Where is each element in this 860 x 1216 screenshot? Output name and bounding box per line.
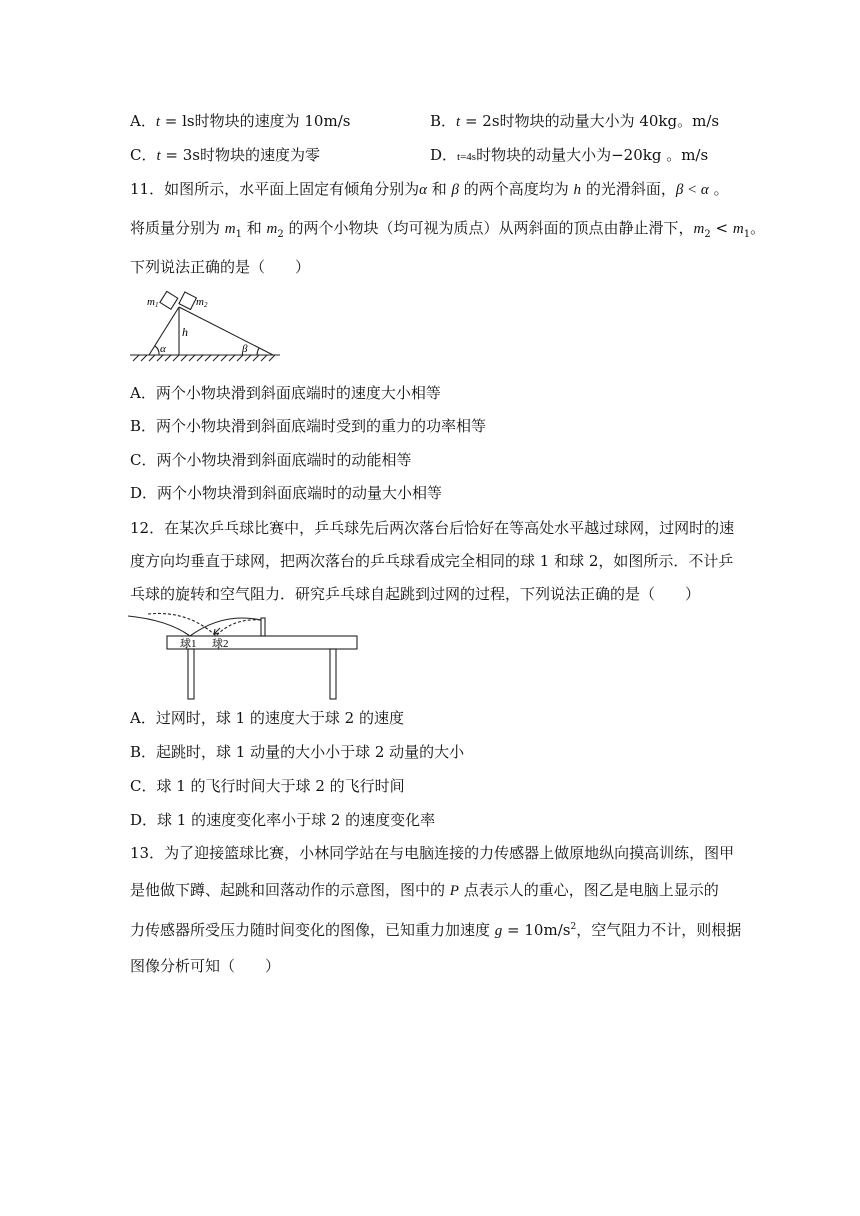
table-leg-right [330, 649, 336, 699]
ball2-trajectory [148, 613, 261, 636]
label-h: h [182, 325, 188, 339]
q13-stem-line-2: 是他做下蹲、起跳和回落动作的示意图，图中的 P 点表示人的重心，图乙是电脑上显示的 [130, 881, 719, 899]
q13-stem-line-3: 力传感器所受压力随时间变化的图像，已知重力加速度 $g = 10m/s^2$，空气阻力不计，则根据 [130, 921, 742, 939]
q10-option-b: B．t = 2s时物块的动量大小为 40kg。m/s [430, 112, 720, 130]
q11-option-c: C．两个小物块滑到斜面底端时的动能相等 [130, 451, 412, 469]
q11-stem-line-1: 11．如图所示，水平面上固定有倾角分别为α 和 β 的两个高度均为 h 的光滑斜面，β < α 。 [130, 180, 729, 198]
label-ball1: 球1 [180, 638, 197, 650]
q12-stem-line-1: 12．在某次乒乓球比赛中，乒乓球先后两次落台后恰好在等高处水平越过球网，过网时的速 [130, 519, 735, 537]
q11-option-d: D．两个小物块滑到斜面底端时的动量大小相等 [130, 484, 443, 502]
q10-option-c: C．t = 3s时物块的速度为零 [130, 146, 321, 164]
label-alpha: α [160, 343, 166, 355]
q12-option-d: D．球 1 的速度变化率小于球 2 的速度变化率 [130, 811, 436, 829]
q12-option-a: A．过网时，球 1 的速度大于球 2 的速度 [130, 709, 404, 727]
q11-stem-line-3: 下列说法正确的是（ ） [130, 258, 311, 276]
q13-stem-line-4: 图像分析可知（ ） [130, 957, 281, 975]
block-m1 [160, 291, 178, 309]
block-m2 [179, 292, 196, 309]
label-m1: m1 [147, 296, 159, 309]
label-m2: m2 [196, 296, 208, 309]
q12-stem-line-3: 乓球的旋转和空气阻力．研究乒乓球自起跳到过网的过程，下列说法正确的是（ ） [130, 585, 701, 603]
q12-option-b: B．起跳时，球 1 动量的大小小于球 2 动量的大小 [130, 743, 465, 761]
ground-hatching [133, 355, 275, 361]
q11-inclines-figure [125, 285, 285, 367]
q12-stem-line-2: 度方向均垂直于球网，把两次落台的乒乓球看成完全相同的球 1 和球 2，如图所示．不计乒 [130, 552, 734, 570]
gentle-incline [179, 307, 273, 355]
q13-stem-line-1: 13．为了迎接篮球比赛，小林同学站在与电脑连接的力传感器上做原地纵向摸高训练，图甲 [130, 844, 735, 862]
q10-option-a: A．t = ls时物块的速度为 10m/s [130, 112, 351, 130]
q10-option-d: D．t=4s时物块的动量大小为−20kg 。m/s [430, 146, 709, 164]
label-beta: β [242, 343, 248, 355]
alpha-arc [155, 346, 159, 355]
q12-option-c: C．球 1 的飞行时间大于球 2 的飞行时间 [130, 777, 405, 795]
q11-stem-line-2: 将质量分别为 $m_1$ 和 $m_2$ 的两个小物块（均可视为质点）从两斜面的顶点由静止滑下，$m_2 < m_1$。 [130, 219, 766, 240]
net [261, 618, 265, 636]
q11-option-b: B．两个小物块滑到斜面底端时受到的重力的功率相等 [130, 417, 487, 435]
ball1-trajectory [128, 616, 261, 636]
table-leg-left [188, 649, 194, 699]
q12-table-figure [128, 610, 363, 702]
beta-arc [257, 348, 259, 355]
q11-option-a: A．两个小物块滑到斜面底端时的速度大小相等 [130, 384, 441, 402]
label-ball2: 球2 [212, 638, 229, 650]
